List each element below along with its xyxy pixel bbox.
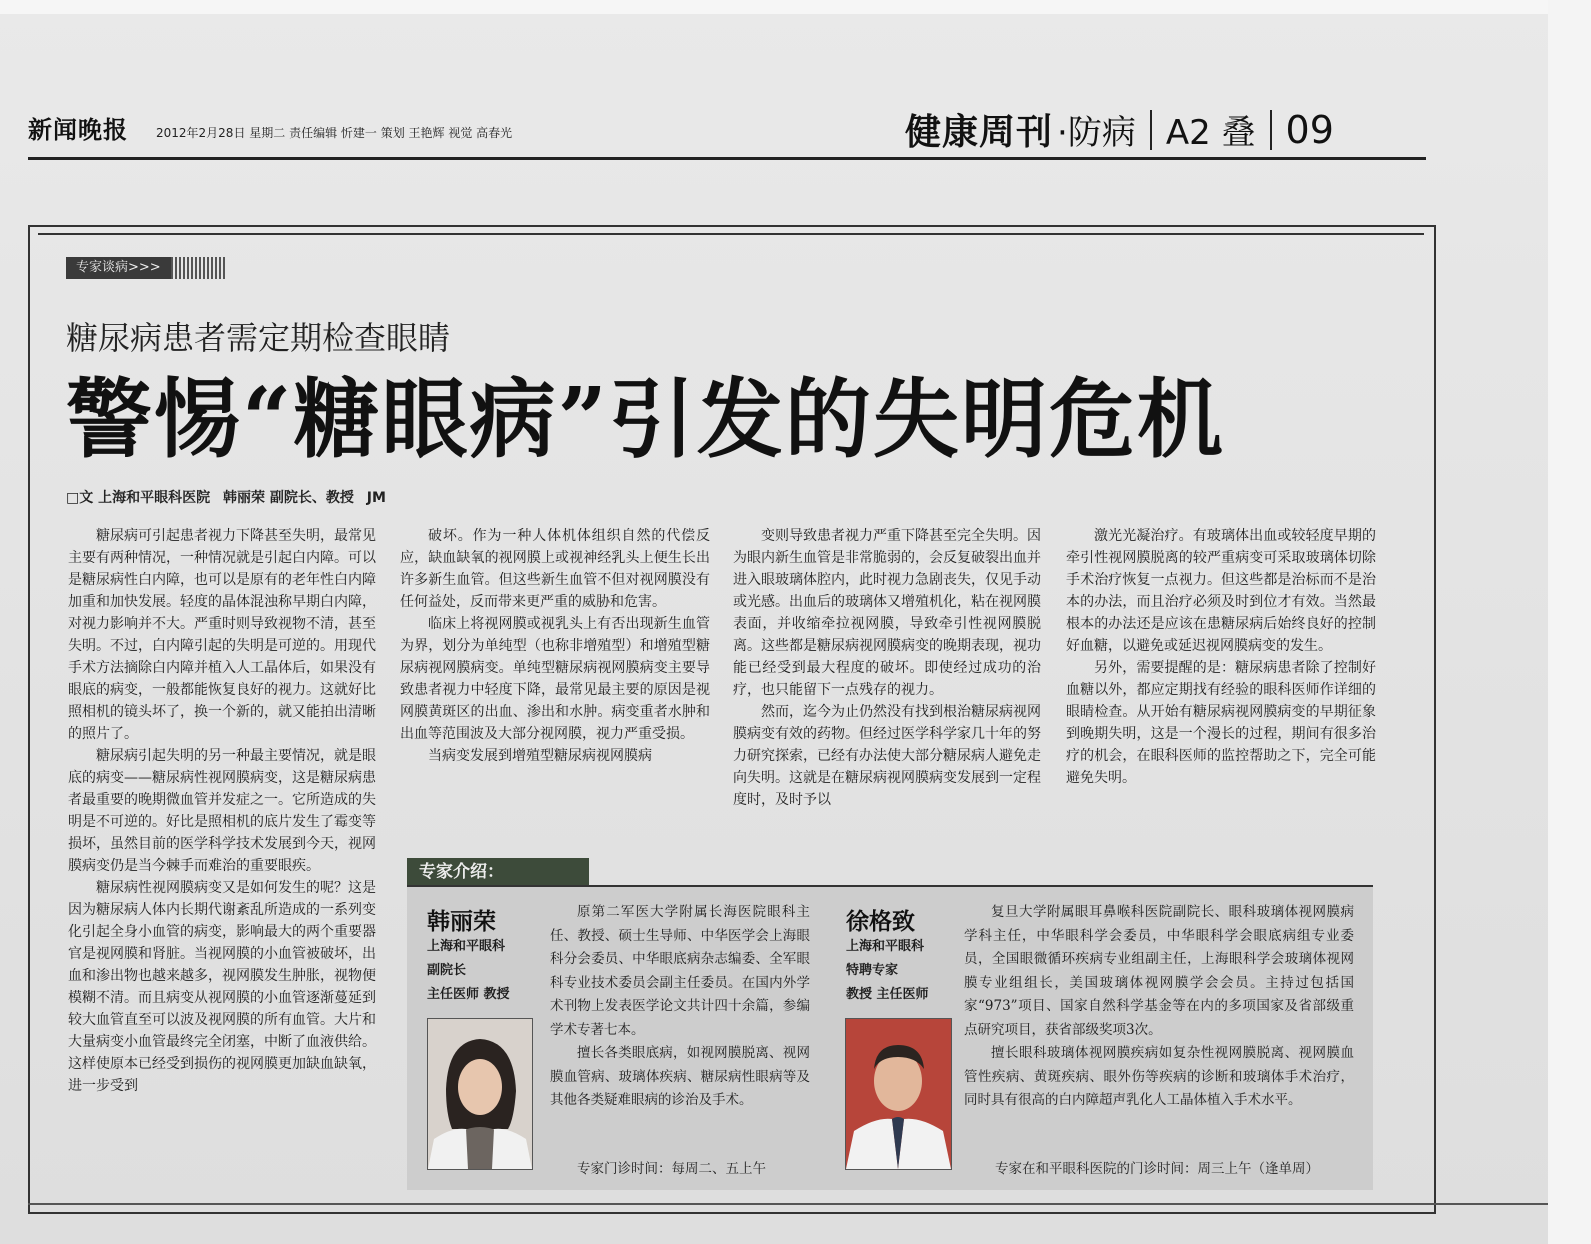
paragraph: 临床上将视网膜或视乳头上有否出现新生血管为界，划分为单纯型（也称非增殖型）和增殖型糖尿病视网膜病变。单纯型糖尿病视网膜病变主要导致患者视力中轻度下降，最常见最主要的原因是视网膜黄斑区的出血、渗出和水肿。病变重者水肿和出血等范围波及大部分视网膜，视力严重受损。 <box>400 616 710 742</box>
section-name: 健康周刊 <box>905 111 1054 153</box>
paragraph: 然而，迄今为止仍然没有找到根治糖尿病视网膜病变有效的药物。但经过医学科学家几十年的努力研究探索，已经有办法使大部分糖尿病人避免走向失明。这就是在糖尿病视网膜病变发展到一定程度时，及时予以 <box>733 704 1041 808</box>
newspaper-name: 新闻晚报 <box>28 115 128 144</box>
paper-edge-right <box>1548 0 1591 1244</box>
masthead <box>28 110 512 145</box>
section-subname: ·防病 <box>1057 113 1136 153</box>
expert-bio <box>550 901 810 1113</box>
byline-author: 韩丽荣 副院长、教授 <box>222 490 354 506</box>
footer-rule <box>28 1203 1548 1205</box>
expert-info-line: 特聘专家 <box>846 963 899 978</box>
expert-portrait <box>427 1018 533 1170</box>
expert-bio-paragraph: 原第二军医大学附属长海医院眼科主任、教授、硕士生导师、中华医学会上海眼科分会委员、中华眼底病杂志编委、全军眼科专业技术委员会副主任委员。在国内外学术刊物上发表医学论文共计四十余篇，参编学术专著七本。 <box>550 904 810 1038</box>
header-rule <box>28 157 1426 160</box>
expert-name: 韩丽荣 <box>427 908 496 935</box>
expert-clinic-hours: 专家在和平眼科医院的门诊时间：周三上午（逢单周） <box>995 1161 1319 1177</box>
expert-section-tab: 专家介绍： <box>407 858 589 886</box>
byline <box>66 487 394 507</box>
byline-prefix: □文 上海和平眼科医院 <box>66 490 211 506</box>
paragraph: 当病变发展到增殖型糖尿病视网膜病 <box>428 748 652 764</box>
divider <box>1150 110 1152 150</box>
section-header <box>905 104 1334 155</box>
article-column-4 <box>1066 525 1376 789</box>
article-subtitle: 糖尿病患者需定期检查眼睛 <box>66 319 451 357</box>
tag-hatch-decoration <box>171 257 226 279</box>
expert-section <box>407 885 1373 1190</box>
expert-bio <box>964 901 1354 1113</box>
article-column-3 <box>733 525 1041 811</box>
paragraph: 激光光凝治疗。有玻璃体出血或较轻度早期的牵引性视网膜脱离的较严重病变可采取玻璃体切除手术治疗恢复一点视力。但这些都是治标而不是治本的办法，而且治疗必须及时到位才有效。当然最根本的办法还是应该在患糖尿病后始终良好的控制好血糖，以避免或延迟视网膜病变的发生。 <box>1066 528 1376 654</box>
paragraph: 变则导致患者视力严重下降甚至完全失明。因为眼内新生血管是非常脆弱的，会反复破裂出血并进入眼玻璃体腔内，此时视力急剧丧失，仅见手动或光感。出血后的玻璃体又增殖机化，粘在视网膜表面，并收缩牵拉视网膜，导致牵引性视网膜脱离。这些都是糖尿病视网膜病变的晚期表现，视功能已经受到最大程度的破坏。即使经过成功的治疗，也只能留下一点残存的视力。 <box>733 528 1041 698</box>
expert-affiliation <box>846 935 966 1007</box>
portrait-woman-icon <box>428 1019 532 1169</box>
expert-affiliation <box>427 935 547 1007</box>
expert-bio-paragraph: 复旦大学附属眼耳鼻喉科医院副院长、眼科玻璃体视网膜病学科主任，中华眼科学会委员，中华眼科学会眼底病组专业委员，全国眼微循环疾病专业组副主任，上海眼科学会玻璃体视网膜专业组组长，美国玻璃体视网膜学会会员。主持过包括国家“973”项目、国家自然科学基金等在内的多项国家及省部级重点研究项目，获省部级奖项3次。 <box>964 904 1354 1038</box>
paper-edge-top <box>0 0 1591 14</box>
expert-name: 徐格致 <box>846 908 915 935</box>
expert-info-line: 副院长 <box>427 963 467 978</box>
section-code: A2 叠 <box>1165 113 1256 153</box>
page-number: 09 <box>1285 107 1334 152</box>
paragraph: 糖尿病引起失明的另一种最主要情况，就是眼底的病变——糖尿病性视网膜病变，这是糖尿病患者最重要的晚期微血管并发症之一。它所造成的失明是不可逆的。好比是照相机的底片发生了霉变等损坏，虽然目前的医学科学技术发展到今天，视网膜病变仍是当今棘手而难治的重要眼疾。 <box>68 748 376 874</box>
article-column-2 <box>400 525 710 767</box>
article-column-1 <box>68 525 376 1097</box>
paragraph: 破坏。作为一种人体机体组织自然的代偿反应，缺血缺氧的视网膜上或视神经乳头上便生长出许多新生血管。但这些新生血管不但对视网膜没有任何益处，反而带来更严重的威胁和危害。 <box>400 528 710 610</box>
portrait-man-icon <box>846 1019 951 1169</box>
expert-info-line: 上海和平眼科 <box>846 939 925 954</box>
article-frame-inner-rule <box>38 233 1424 235</box>
expert-bio-paragraph: 擅长眼科玻璃体视网膜疾病如复杂性视网膜脱离、视网膜血管性疾病、黄斑疾病、眼外伤等疾病的诊断和玻璃体手术治疗，同时具有很高的白内障超声乳化人工晶体植入手术水平。 <box>964 1045 1354 1108</box>
issue-meta: 2012年2月28日 星期二 责任编辑 忻建一 策划 王艳辉 视觉 高春光 <box>156 126 513 140</box>
expert-info-line: 上海和平眼科 <box>427 939 506 954</box>
expert-bio-paragraph: 擅长各类眼底病，如视网膜脱离、视网膜血管病、玻璃体疾病、糖尿病性眼病等及其他各类疑难眼病的诊治及手术。 <box>550 1045 810 1108</box>
paragraph: 糖尿病性视网膜病变又是如何发生的呢？这是因为糖尿病人体内长期代谢紊乱所造成的一系列变化引起全身小血管的病变，影响最大的两个重要器官是视网膜和肾脏。当视网膜的小血管被破坏，出血和渗出物也越来越多，视网膜发生肿胀，视物便模糊不清。而且病变从视网膜的小血管逐渐蔓延到较大血管直至可以波及视网膜的所有血管。大片和大量病变小血管最终完全闭塞，中断了血液供给。这样使原本已经受到损伤的视网膜更加缺血缺氧，进一步受到 <box>68 880 376 1094</box>
article-headline: 警惕“糖眼病”引发的失明危机 <box>66 369 1225 470</box>
column-tag <box>66 257 226 279</box>
divider <box>1270 110 1272 150</box>
column-tag-label: 专家谈病>>> <box>66 257 171 279</box>
expert-portrait <box>845 1018 952 1170</box>
byline-initials: JM <box>366 490 386 506</box>
expert-info-line: 教授 主任医师 <box>846 987 929 1002</box>
expert-clinic-hours: 专家门诊时间：每周二、五上午 <box>577 1161 766 1177</box>
paragraph: 糖尿病可引起患者视力下降甚至失明，最常见主要有两种情况，一种情况就是引起白内障。可以是糖尿病性白内障，也可以是原有的老年性白内障加重和加快发展。轻度的晶体混浊称早期白内障，对视力影响并不大。严重时则导致视物不清，甚至失明。不过，白内障引起的失明是可逆的。用现代手术方法摘除白内障并植入人工晶体后，如果没有眼底的病变，一般都能恢复良好的视力。这就好比照相机的镜头坏了，换一个新的，就又能拍出清晰的照片了。 <box>68 528 376 742</box>
paragraph: 另外，需要提醒的是：糖尿病患者除了控制好血糖以外，都应定期找有经验的眼科医师作详细的眼睛检查。从开始有糖尿病视网膜病变的早期征象到晚期失明，这是一个漫长的过程，期间有很多治疗的机会，在眼科医师的监控帮助之下，完全可能避免失明。 <box>1066 660 1376 786</box>
expert-info-line: 主任医师 教授 <box>427 987 510 1002</box>
